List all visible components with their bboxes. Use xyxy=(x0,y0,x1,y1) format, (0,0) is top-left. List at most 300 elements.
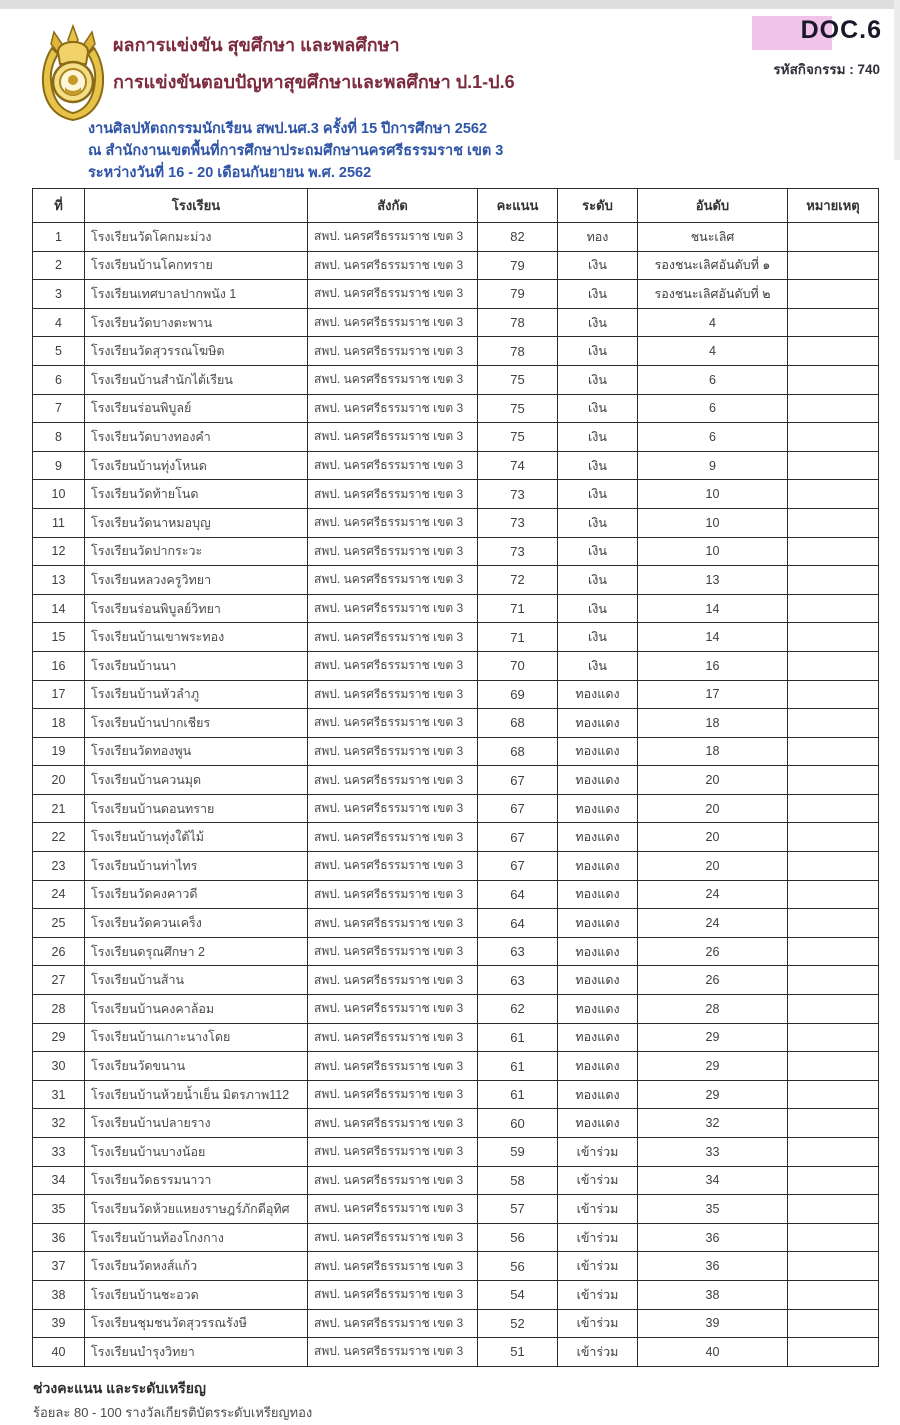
cell-score: 52 xyxy=(478,1309,558,1338)
results-table-header-row xyxy=(33,189,879,223)
cell-no: 1 xyxy=(33,223,85,252)
cell-remark xyxy=(788,1080,879,1109)
cell-no: 10 xyxy=(33,480,85,509)
table-row xyxy=(33,709,879,738)
cell-rank: 26 xyxy=(638,966,788,995)
cell-affiliation: สพป. นครศรีธรรมราช เขต 3 xyxy=(308,1052,478,1081)
cell-remark xyxy=(788,794,879,823)
cell-affiliation: สพป. นครศรีธรรมราช เขต 3 xyxy=(308,651,478,680)
cell-level: เงิน xyxy=(558,480,638,509)
cell-level: ทองแดง xyxy=(558,995,638,1024)
cell-affiliation: สพป. นครศรีธรรมราช เขต 3 xyxy=(308,365,478,394)
cell-rank: 6 xyxy=(638,423,788,452)
cell-affiliation: สพป. นครศรีธรรมราช เขต 3 xyxy=(308,566,478,595)
cell-level: เข้าร่วม xyxy=(558,1280,638,1309)
cell-no: 32 xyxy=(33,1109,85,1138)
cell-school: โรงเรียนวัดบางตะพาน xyxy=(85,308,308,337)
cell-rank: 18 xyxy=(638,737,788,766)
cell-no: 26 xyxy=(33,937,85,966)
cell-score: 72 xyxy=(478,566,558,595)
cell-remark xyxy=(788,1252,879,1281)
cell-school: โรงเรียนบ้านควนมุด xyxy=(85,766,308,795)
cell-score: 63 xyxy=(478,966,558,995)
emblem-icon xyxy=(34,24,112,124)
cell-score: 73 xyxy=(478,537,558,566)
cell-no: 37 xyxy=(33,1252,85,1281)
cell-affiliation: สพป. นครศรีธรรมราช เขต 3 xyxy=(308,937,478,966)
cell-no: 5 xyxy=(33,337,85,366)
cell-rank: 14 xyxy=(638,623,788,652)
cell-affiliation: สพป. นครศรีธรรมราช เขต 3 xyxy=(308,909,478,938)
cell-score: 54 xyxy=(478,1280,558,1309)
cell-rank: 10 xyxy=(638,537,788,566)
cell-school: โรงเรียนบ้านบางน้อย xyxy=(85,1138,308,1167)
cell-rank: 38 xyxy=(638,1280,788,1309)
cell-level: ทองแดง xyxy=(558,709,638,738)
cell-level: เงิน xyxy=(558,594,638,623)
table-row xyxy=(33,766,879,795)
cell-score: 68 xyxy=(478,709,558,738)
student-art-craft-festival-emblem-logo xyxy=(34,24,112,124)
cell-level: เงิน xyxy=(558,365,638,394)
cell-no: 24 xyxy=(33,880,85,909)
table-row xyxy=(33,623,879,652)
cell-level: เข้าร่วม xyxy=(558,1223,638,1252)
table-row xyxy=(33,1223,879,1252)
activity-code: รหัสกิจกรรม : 740 xyxy=(773,62,880,77)
cell-affiliation: สพป. นครศรีธรรมราช เขต 3 xyxy=(308,1223,478,1252)
cell-score: 61 xyxy=(478,1052,558,1081)
cell-no: 13 xyxy=(33,566,85,595)
table-row xyxy=(33,823,879,852)
column-header-4: ระดับ xyxy=(558,189,638,223)
cell-remark xyxy=(788,995,879,1024)
cell-school: โรงเรียนเทศบาลปากพนัง 1 xyxy=(85,280,308,309)
cell-remark xyxy=(788,537,879,566)
cell-level: ทองแดง xyxy=(558,852,638,881)
cell-school: โรงเรียนบ้านท้องโกงกาง xyxy=(85,1223,308,1252)
cell-score: 75 xyxy=(478,423,558,452)
cell-score: 63 xyxy=(478,937,558,966)
cell-affiliation: สพป. นครศรีธรรมราช เขต 3 xyxy=(308,1280,478,1309)
cell-school: โรงเรียนร่อนพิบูลย์ xyxy=(85,394,308,423)
cell-score: 75 xyxy=(478,394,558,423)
cell-rank: 40 xyxy=(638,1338,788,1367)
cell-school: โรงเรียนบ้านสำนักไต้เรียน xyxy=(85,365,308,394)
cell-level: เงิน xyxy=(558,651,638,680)
cell-rank: 20 xyxy=(638,852,788,881)
cell-affiliation: สพป. นครศรีธรรมราช เขต 3 xyxy=(308,594,478,623)
table-row xyxy=(33,1080,879,1109)
cell-no: 28 xyxy=(33,995,85,1024)
cell-school: โรงเรียนบ้านหัวลำภู xyxy=(85,680,308,709)
document-title-block xyxy=(113,30,515,96)
cell-affiliation: สพป. นครศรีธรรมราช เขต 3 xyxy=(308,537,478,566)
cell-school: โรงเรียนวัดสุวรรณโฆษิต xyxy=(85,337,308,366)
column-header-1: โรงเรียน xyxy=(85,189,308,223)
cell-school: โรงเรียนบ้านโคกทราย xyxy=(85,251,308,280)
table-row xyxy=(33,852,879,881)
cell-remark xyxy=(788,223,879,252)
cell-school: โรงเรียนบ้านส้าน xyxy=(85,966,308,995)
cell-no: 4 xyxy=(33,308,85,337)
cell-affiliation: สพป. นครศรีธรรมราช เขต 3 xyxy=(308,680,478,709)
cell-level: เงิน xyxy=(558,566,638,595)
cell-remark xyxy=(788,651,879,680)
cell-rank: 4 xyxy=(638,337,788,366)
cell-affiliation: สพป. นครศรีธรรมราช เขต 3 xyxy=(308,852,478,881)
cell-affiliation: สพป. นครศรีธรรมราช เขต 3 xyxy=(308,451,478,480)
cell-remark xyxy=(788,852,879,881)
cell-rank: 17 xyxy=(638,680,788,709)
cell-remark xyxy=(788,594,879,623)
cell-no: 21 xyxy=(33,794,85,823)
cell-no: 27 xyxy=(33,966,85,995)
cell-level: เข้าร่วม xyxy=(558,1195,638,1224)
cell-no: 14 xyxy=(33,594,85,623)
table-row xyxy=(33,337,879,366)
cell-remark xyxy=(788,480,879,509)
cell-score: 67 xyxy=(478,852,558,881)
cell-school: โรงเรียนวัดคงคาวดี xyxy=(85,880,308,909)
cell-level: ทองแดง xyxy=(558,909,638,938)
table-row xyxy=(33,880,879,909)
cell-score: 67 xyxy=(478,794,558,823)
cell-affiliation: สพป. นครศรีธรรมราช เขต 3 xyxy=(308,1138,478,1167)
cell-level: เงิน xyxy=(558,508,638,537)
table-row xyxy=(33,1338,879,1367)
cell-score: 73 xyxy=(478,480,558,509)
cell-affiliation: สพป. นครศรีธรรมราช เขต 3 xyxy=(308,709,478,738)
table-row xyxy=(33,1252,879,1281)
cell-level: เงิน xyxy=(558,394,638,423)
cell-score: 82 xyxy=(478,223,558,252)
cell-score: 60 xyxy=(478,1109,558,1138)
cell-remark xyxy=(788,251,879,280)
cell-school: โรงเรียนวัดท้ายโนด xyxy=(85,480,308,509)
cell-remark xyxy=(788,1309,879,1338)
cell-level: เงิน xyxy=(558,251,638,280)
cell-rank: 34 xyxy=(638,1166,788,1195)
cell-rank: ชนะเลิศ xyxy=(638,223,788,252)
event-details-block xyxy=(88,118,503,184)
table-row xyxy=(33,737,879,766)
cell-remark xyxy=(788,1109,879,1138)
cell-school: โรงเรียนบำรุงวิทยา xyxy=(85,1338,308,1367)
cell-affiliation: สพป. นครศรีธรรมราช เขต 3 xyxy=(308,1080,478,1109)
table-row xyxy=(33,451,879,480)
cell-level: ทองแดง xyxy=(558,1023,638,1052)
cell-school: โรงเรียนดรุณศึกษา 2 xyxy=(85,937,308,966)
cell-no: 23 xyxy=(33,852,85,881)
table-row xyxy=(33,365,879,394)
cell-score: 67 xyxy=(478,823,558,852)
cell-level: ทองแดง xyxy=(558,680,638,709)
cell-rank: 6 xyxy=(638,394,788,423)
cell-no: 33 xyxy=(33,1138,85,1167)
cell-rank: 26 xyxy=(638,937,788,966)
cell-level: เงิน xyxy=(558,308,638,337)
cell-score: 73 xyxy=(478,508,558,537)
cell-no: 9 xyxy=(33,451,85,480)
cell-score: 64 xyxy=(478,880,558,909)
cell-rank: 24 xyxy=(638,880,788,909)
table-row xyxy=(33,594,879,623)
cell-level: ทองแดง xyxy=(558,1080,638,1109)
cell-affiliation: สพป. นครศรีธรรมราช เขต 3 xyxy=(308,623,478,652)
cell-level: เข้าร่วม xyxy=(558,1252,638,1281)
table-row xyxy=(33,251,879,280)
cell-level: ทองแดง xyxy=(558,1052,638,1081)
cell-level: เงิน xyxy=(558,337,638,366)
cell-score: 79 xyxy=(478,251,558,280)
table-row xyxy=(33,1109,879,1138)
cell-affiliation: สพป. นครศรีธรรมราช เขต 3 xyxy=(308,1166,478,1195)
cell-school: โรงเรียนบ้านปลายราง xyxy=(85,1109,308,1138)
cell-score: 71 xyxy=(478,594,558,623)
cell-no: 34 xyxy=(33,1166,85,1195)
table-row xyxy=(33,480,879,509)
cell-rank: 29 xyxy=(638,1023,788,1052)
cell-level: ทองแดง xyxy=(558,1109,638,1138)
cell-rank: 39 xyxy=(638,1309,788,1338)
table-row xyxy=(33,280,879,309)
cell-school: โรงเรียนบ้านนา xyxy=(85,651,308,680)
cell-no: 19 xyxy=(33,737,85,766)
cell-level: เงิน xyxy=(558,451,638,480)
cell-remark xyxy=(788,737,879,766)
cell-affiliation: สพป. นครศรีธรรมราช เขต 3 xyxy=(308,251,478,280)
cell-remark xyxy=(788,823,879,852)
cell-affiliation: สพป. นครศรีธรรมราช เขต 3 xyxy=(308,1252,478,1281)
cell-no: 3 xyxy=(33,280,85,309)
table-row xyxy=(33,566,879,595)
cell-level: ทอง xyxy=(558,223,638,252)
cell-school: โรงเรียนบ้านดอนทราย xyxy=(85,794,308,823)
cell-rank: รองชนะเลิศอันดับที่ ๒ xyxy=(638,280,788,309)
cell-remark xyxy=(788,1195,879,1224)
cell-level: ทองแดง xyxy=(558,823,638,852)
cell-school: โรงเรียนบ้านเขาพระทอง xyxy=(85,623,308,652)
cell-remark xyxy=(788,1138,879,1167)
cell-no: 39 xyxy=(33,1309,85,1338)
cell-score: 75 xyxy=(478,365,558,394)
cell-school: โรงเรียนร่อนพิบูลย์วิทยา xyxy=(85,594,308,623)
cell-rank: 20 xyxy=(638,794,788,823)
cell-score: 57 xyxy=(478,1195,558,1224)
cell-level: ทองแดง xyxy=(558,880,638,909)
cell-no: 11 xyxy=(33,508,85,537)
page-subtitle: การแข่งขันตอบปัญหาสุขศึกษาและพลศึกษา ป.1-ป.6 xyxy=(113,72,515,92)
cell-level: เงิน xyxy=(558,423,638,452)
cell-school: โรงเรียนวัดทองพูน xyxy=(85,737,308,766)
page-title: ผลการแข่งขัน สุขศึกษา และพลศึกษา xyxy=(113,35,400,55)
cell-affiliation: สพป. นครศรีธรรมราช เขต 3 xyxy=(308,1195,478,1224)
cell-remark xyxy=(788,766,879,795)
cell-score: 78 xyxy=(478,337,558,366)
cell-remark xyxy=(788,1280,879,1309)
cell-score: 64 xyxy=(478,909,558,938)
cell-no: 31 xyxy=(33,1080,85,1109)
cell-affiliation: สพป. นครศรีธรรมราช เขต 3 xyxy=(308,280,478,309)
cell-remark xyxy=(788,880,879,909)
cell-rank: 35 xyxy=(638,1195,788,1224)
cell-rank: 32 xyxy=(638,1109,788,1138)
cell-no: 20 xyxy=(33,766,85,795)
column-header-0: ที่ xyxy=(33,189,85,223)
cell-rank: 36 xyxy=(638,1252,788,1281)
cell-rank: 20 xyxy=(638,766,788,795)
cell-no: 6 xyxy=(33,365,85,394)
cell-rank: 10 xyxy=(638,508,788,537)
scan-edge-right xyxy=(894,0,900,160)
cell-school: โรงเรียนบ้านทุ่งใต้ไม้ xyxy=(85,823,308,852)
table-row xyxy=(33,308,879,337)
table-row xyxy=(33,1052,879,1081)
cell-remark xyxy=(788,308,879,337)
results-table-body xyxy=(33,223,879,1367)
cell-affiliation: สพป. นครศรีธรรมราช เขต 3 xyxy=(308,737,478,766)
cell-score: 71 xyxy=(478,623,558,652)
scan-edge-top xyxy=(0,0,900,9)
cell-school: โรงเรียนบ้านชะอวด xyxy=(85,1280,308,1309)
cell-level: ทองแดง xyxy=(558,737,638,766)
cell-school: โรงเรียนวัดควนเคร็ง xyxy=(85,909,308,938)
cell-school: โรงเรียนชุมชนวัดสุวรรณรังษี xyxy=(85,1309,308,1338)
table-row xyxy=(33,1166,879,1195)
cell-remark xyxy=(788,451,879,480)
cell-level: เงิน xyxy=(558,623,638,652)
cell-affiliation: สพป. นครศรีธรรมราช เขต 3 xyxy=(308,223,478,252)
cell-rank: 10 xyxy=(638,480,788,509)
cell-remark xyxy=(788,280,879,309)
cell-no: 16 xyxy=(33,651,85,680)
cell-no: 36 xyxy=(33,1223,85,1252)
cell-rank: 14 xyxy=(638,594,788,623)
cell-rank: 6 xyxy=(638,365,788,394)
cell-affiliation: สพป. นครศรีธรรมราช เขต 3 xyxy=(308,1023,478,1052)
results-table xyxy=(32,188,879,1367)
score-range-gold: ร้อยละ 80 - 100 รางวัลเกียรติบัตรระดับเหรียญทอง xyxy=(33,1405,313,1420)
cell-rank: รองชนะเลิศอันดับที่ ๑ xyxy=(638,251,788,280)
cell-school: โรงเรียนบ้านเกาะนางโดย xyxy=(85,1023,308,1052)
cell-score: 70 xyxy=(478,651,558,680)
table-row xyxy=(33,423,879,452)
cell-remark xyxy=(788,1166,879,1195)
cell-affiliation: สพป. นครศรีธรรมราช เขต 3 xyxy=(308,766,478,795)
cell-remark xyxy=(788,709,879,738)
cell-level: เข้าร่วม xyxy=(558,1138,638,1167)
cell-remark xyxy=(788,937,879,966)
cell-school: โรงเรียนหลวงครูวิทยา xyxy=(85,566,308,595)
cell-affiliation: สพป. นครศรีธรรมราช เขต 3 xyxy=(308,1338,478,1367)
cell-rank: 24 xyxy=(638,909,788,938)
doc-badge xyxy=(700,14,890,84)
cell-remark xyxy=(788,1338,879,1367)
table-row xyxy=(33,1195,879,1224)
table-row xyxy=(33,794,879,823)
cell-affiliation: สพป. นครศรีธรรมราช เขต 3 xyxy=(308,508,478,537)
table-row xyxy=(33,909,879,938)
cell-no: 40 xyxy=(33,1338,85,1367)
cell-rank: 29 xyxy=(638,1080,788,1109)
score-range-heading: ช่วงคะแนน และระดับเหรียญ xyxy=(33,1380,206,1396)
cell-score: 56 xyxy=(478,1223,558,1252)
cell-rank: 36 xyxy=(638,1223,788,1252)
cell-remark xyxy=(788,1223,879,1252)
cell-score: 74 xyxy=(478,451,558,480)
cell-remark xyxy=(788,337,879,366)
table-row xyxy=(33,394,879,423)
cell-score: 58 xyxy=(478,1166,558,1195)
cell-rank: 18 xyxy=(638,709,788,738)
cell-level: เงิน xyxy=(558,280,638,309)
cell-school: โรงเรียนบ้านท่าไทร xyxy=(85,852,308,881)
column-header-5: อันดับ xyxy=(638,189,788,223)
cell-level: ทองแดง xyxy=(558,937,638,966)
cell-level: เข้าร่วม xyxy=(558,1166,638,1195)
table-row xyxy=(33,537,879,566)
cell-no: 12 xyxy=(33,537,85,566)
cell-level: เข้าร่วม xyxy=(558,1338,638,1367)
event-venue: ณ สำนักงานเขตพื้นที่การศึกษาประถมศึกษานครศรีธรรมราช เขต 3 xyxy=(88,143,504,159)
cell-rank: 33 xyxy=(638,1138,788,1167)
cell-affiliation: สพป. นครศรีธรรมราช เขต 3 xyxy=(308,995,478,1024)
cell-affiliation: สพป. นครศรีธรรมราช เขต 3 xyxy=(308,823,478,852)
table-row xyxy=(33,966,879,995)
cell-school: โรงเรียนวัดนาหมอบุญ xyxy=(85,508,308,537)
cell-school: โรงเรียนวัดธรรมนาวา xyxy=(85,1166,308,1195)
event-name: งานศิลปหัตถกรรมนักเรียน สพป.นศ.3 ครั้งที่ 15 ปีการศึกษา 2562 xyxy=(88,121,488,137)
cell-no: 35 xyxy=(33,1195,85,1224)
column-header-6: หมายเหตุ xyxy=(788,189,879,223)
cell-score: 68 xyxy=(478,737,558,766)
cell-affiliation: สพป. นครศรีธรรมราช เขต 3 xyxy=(308,966,478,995)
doc-badge-label: DOC.6 xyxy=(800,16,882,44)
cell-no: 25 xyxy=(33,909,85,938)
cell-score: 61 xyxy=(478,1080,558,1109)
cell-score: 67 xyxy=(478,766,558,795)
cell-remark xyxy=(788,623,879,652)
cell-score: 62 xyxy=(478,995,558,1024)
cell-rank: 28 xyxy=(638,995,788,1024)
cell-no: 29 xyxy=(33,1023,85,1052)
cell-score: 79 xyxy=(478,280,558,309)
cell-no: 38 xyxy=(33,1280,85,1309)
cell-school: โรงเรียนวัดโคกมะม่วง xyxy=(85,223,308,252)
cell-affiliation: สพป. นครศรีธรรมราช เขต 3 xyxy=(308,1109,478,1138)
cell-no: 22 xyxy=(33,823,85,852)
cell-school: โรงเรียนวัดหงส์แก้ว xyxy=(85,1252,308,1281)
cell-no: 17 xyxy=(33,680,85,709)
cell-rank: 16 xyxy=(638,651,788,680)
table-row xyxy=(33,1023,879,1052)
cell-level: เข้าร่วม xyxy=(558,1309,638,1338)
cell-rank: 9 xyxy=(638,451,788,480)
cell-score: 56 xyxy=(478,1252,558,1281)
cell-level: ทองแดง xyxy=(558,766,638,795)
cell-remark xyxy=(788,423,879,452)
cell-remark xyxy=(788,508,879,537)
cell-school: โรงเรียนบ้านปากเชียร xyxy=(85,709,308,738)
cell-rank: 20 xyxy=(638,823,788,852)
cell-school: โรงเรียนวัดบางทองคำ xyxy=(85,423,308,452)
cell-affiliation: สพป. นครศรีธรรมราช เขต 3 xyxy=(308,480,478,509)
cell-affiliation: สพป. นครศรีธรรมราช เขต 3 xyxy=(308,337,478,366)
cell-remark xyxy=(788,365,879,394)
cell-remark xyxy=(788,1052,879,1081)
cell-rank: 29 xyxy=(638,1052,788,1081)
